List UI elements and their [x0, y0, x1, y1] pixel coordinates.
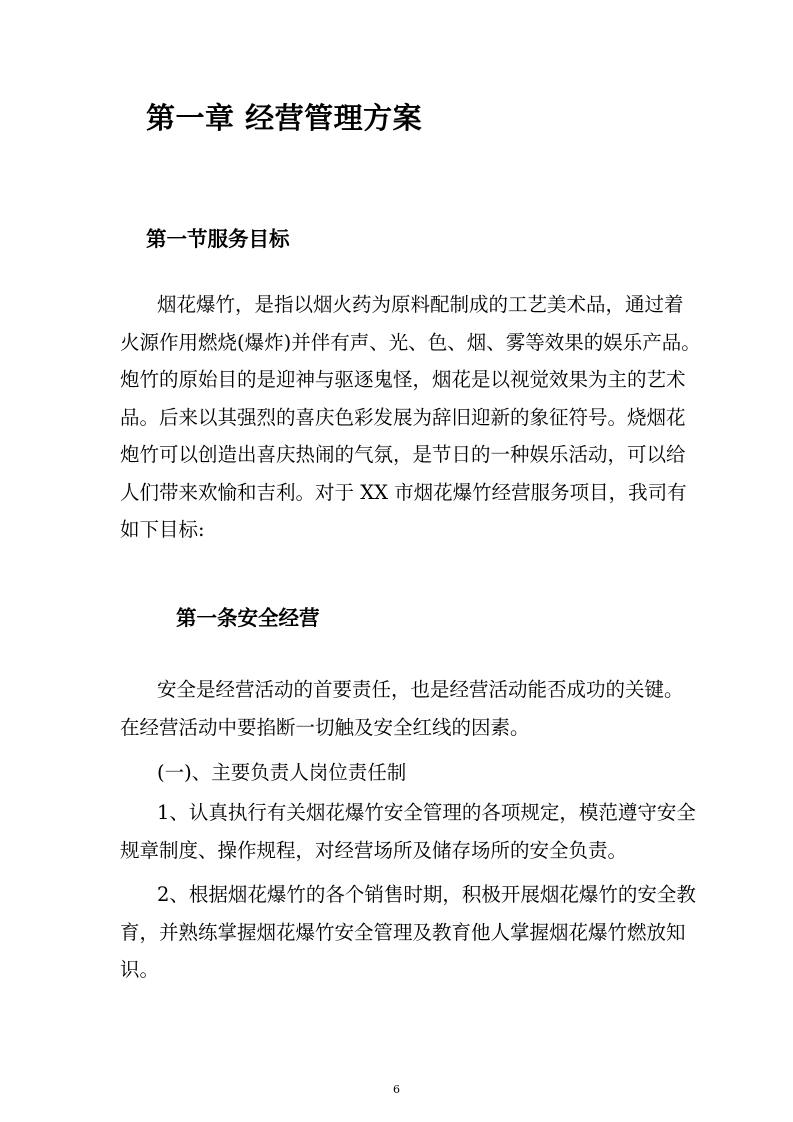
- paragraph-line: 如下目标:: [120, 518, 205, 541]
- safety-paragraph: [120, 671, 684, 746]
- paragraph-line: 炮竹的原始目的是迎神与驱逐鬼怪，烟花是以视觉效果为主的艺术: [120, 368, 686, 391]
- paragraph-line: 在经营活动中要掐断一切触及安全红线的因素。: [120, 715, 530, 739]
- paragraph-line: 火源作用燃烧(爆炸)并伴有声、光、色、烟、雾等效果的娱乐产品。: [120, 330, 701, 354]
- paragraph-line: 安全是经营活动的首要责任，也是经营活动能否成功的关键。: [157, 678, 684, 701]
- paragraph-line: 2、根据烟花爆竹的各个销售时期，积极开展烟花爆竹的安全教: [157, 883, 696, 906]
- paragraph-line: 品。后来以其强烈的喜庆色彩发展为辞旧迎新的象征符号。烧烟花: [120, 405, 686, 429]
- section-title: 第一节服务目标: [146, 227, 290, 251]
- paragraph-line: 炮竹可以创造出喜庆热闹的气氛，是节日的一种娱乐活动，可以给: [120, 443, 686, 466]
- responsibility-heading: [120, 754, 675, 792]
- item-2-paragraph: [120, 876, 696, 989]
- intro-paragraph: [120, 286, 701, 549]
- page-number: 6: [393, 1083, 400, 1096]
- paragraph-line: 规章制度、操作规程，对经营场所及储存场所的安全负责。: [120, 838, 628, 862]
- paragraph-line: 识。: [120, 958, 160, 981]
- article-title: 第一条安全经营: [176, 606, 320, 630]
- paragraph-line: 烟花爆竹，是指以烟火药为原料配制成的工艺美术品，通过着: [157, 293, 684, 316]
- paragraph-line: 人们带来欢愉和吉利。对于 XX 市烟花爆竹经营服务项目，我司有: [120, 480, 687, 504]
- paragraph-line: 育，并熟练掌握烟花爆竹安全管理及教育他人掌握烟花爆竹燃放知: [120, 920, 686, 944]
- chapter-title: 第一章 经营管理方案: [146, 101, 423, 135]
- item-1-paragraph: [120, 794, 696, 869]
- paragraph-line: 1、认真执行有关烟花爆竹安全管理的各项规定，模范遵守安全: [157, 801, 696, 824]
- subheading-line: (一)、主要负责人岗位责任制: [157, 761, 407, 784]
